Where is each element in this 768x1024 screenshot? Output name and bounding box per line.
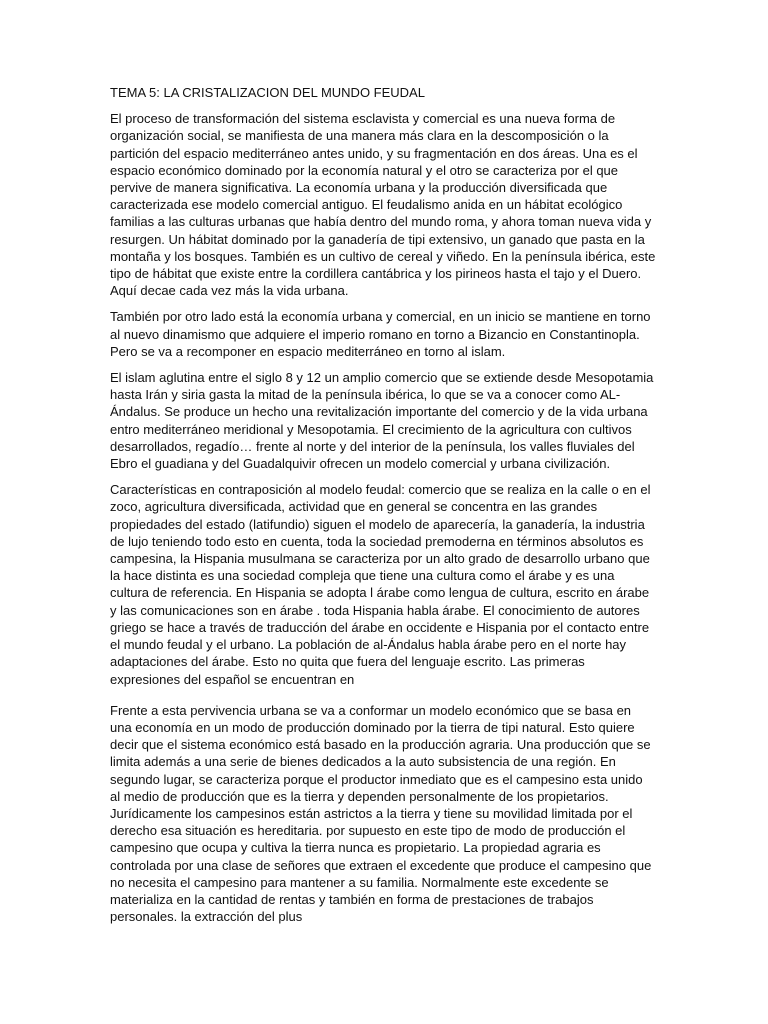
paragraph-3: El islam aglutina entre el siglo 8 y 12 un amplio comercio que se extiende desde Mesopotamia hasta Irán y siria gasta la mitad de la península ibérica, lo que se va a conocer como AL-Ándalus. Se produce un hecho una revitalización importante del comercio y de la vida urbana entro mediterráneo meridional y Mesopotamia. El crecimiento de la agricultura con cultivos desarrollados, regadío… frente al norte y del interior de la península, los valles fluviales del Ebro el guadiana y del Guadalquivir ofrecen un modelo comercial y urbana civilización. <box>110 370 654 472</box>
paragraph-1: El proceso de transformación del sistema esclavista y comercial es una nueva forma de organización social, se manifiesta de una manera más clara en la descomposición o la partición del espacio mediterráneo antes unido, y su fragmentación en dos áreas. Una es el espacio económico dominado por la economía natural y el otro se caracteriza por el que pervive de manera significativa. La economía urbana y la producción diversificada que caracterizada ese modelo comercial antiguo. El feudalismo anida en un hábitat ecológico familias a las culturas urbanas que había dentro del mundo roma, y ahora toman nueva vida y resurgen. Un hábitat dominado por la ganadería de tipi extensivo, un ganado que pasta en la montaña y los bosques. También es un cultivo de cereal y viñedo. En la península ibérica, este tipo de hábitat que existe entre la cordillera cantábrica y los pirineos hasta el tajo y el Duero. Aquí decae cada vez más la vida urbana. <box>110 111 656 299</box>
document-page <box>110 84 656 934</box>
paragraph-2: También por otro lado está la economía urbana y comercial, en un inicio se mantiene en torno al nuevo dinamismo que adquiere el imperio romano en torno a Bizancio en Constantinopla. Pero se va a recomponer en espacio mediterráneo en torno al islam. <box>110 309 651 359</box>
paragraph-5: Frente a esta pervivencia urbana se va a conformar un modelo económico que se basa en una economía en un modo de producción dominado por la tierra de tipi natural. Esto quiere decir que el sistema económico está basado en la producción agraria. Una producción que se limita además a una serie de bienes dedicados a la auto subsistencia de una región. En segundo lugar, se caracteriza porque el productor inmediato que es el campesino esta unido al medio de producción que es la tierra y dependen personalmente de los propietarios. Jurídicamente los campesinos están astrictos a la tierra y tiene su movilidad limitada por el derecho esa situación es hereditaria. por supuesto en este tipo de modo de producción el campesino que ocupa y cultiva la tierra nunca es propietario. La propiedad agraria es controlada por una clase de señores que extraen el excedente que produce el campesino que no necesita el campesino para mantener a su familia. Normalmente este excedente se materializa en la cantidad de rentas y también en forma de prestaciones de trabajos personales. la extracción del plus <box>110 702 652 925</box>
paragraph-4: Características en contraposición al modelo feudal: comercio que se realiza en la calle o en el zoco, agricultura diversificada, actividad que en general se concentra en las grandes propiedades del estado (latifundio) siguen el modelo de aparecería, la ganadería, la industria de lujo teniendo todo esto en cuenta, toda la sociedad premoderna en términos absolutos es campesina, la Hispania musulmana se caracteriza por un alto grado de desarrollo urbano que la hace distinta es una sociedad compleja que tiene una cultura como el árabe y es una cultura de referencia. En Hispania se adopta l árabe como lengua de cultura, escrito en árabe y las comunicaciones son en árabe . toda Hispania habla árabe. El conocimiento de autores griego se hace a través de traducción del árabe en occidente e Hispania por el contacto entre el mundo feudal y el urbano. La población de al-Ándalus habla árabe pero en el norte hay adaptaciones del árabe. Esto no quita que fuera del lenguaje escrito. Las primeras expresiones del español se encuentran en <box>110 482 651 687</box>
document-title: TEMA 5: LA CRISTALIZACION DEL MUNDO FEUDAL <box>110 85 425 100</box>
